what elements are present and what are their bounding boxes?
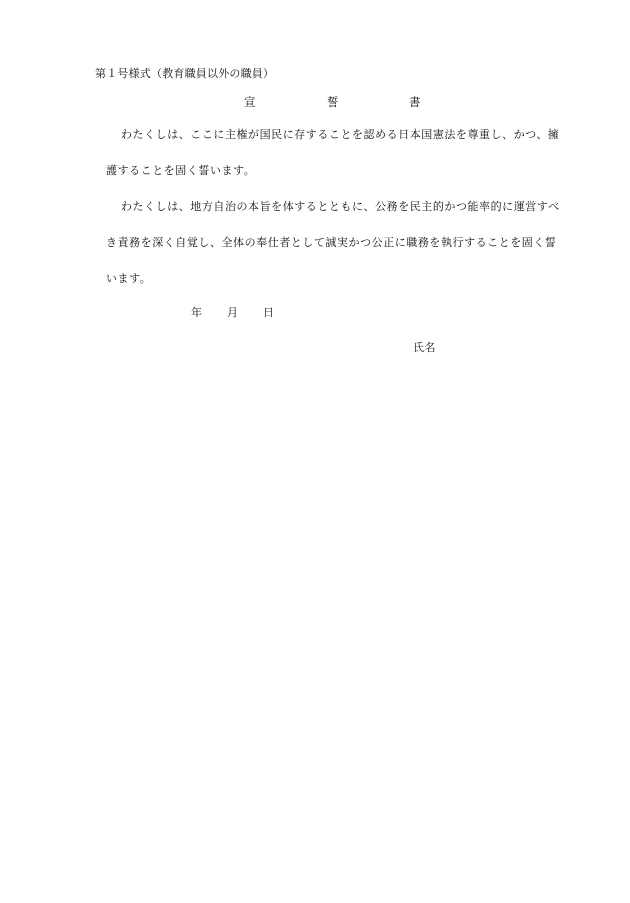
- oath-paragraph-constitution: [95, 117, 575, 189]
- date-month-label: 月: [227, 306, 238, 319]
- date-line: [0, 304, 630, 320]
- signature-name-label: 氏名: [413, 341, 436, 354]
- title-char-sho: 書: [409, 95, 421, 109]
- paragraph-line: 護することを固く誓います。: [106, 164, 256, 177]
- paragraph-line: わたくしは、地方自治の本旨を体するとともに、公務を民主的かつ能率的に運営すべ: [121, 200, 560, 213]
- date-day-label: 日: [263, 306, 274, 319]
- paragraph-line: います。: [106, 272, 152, 285]
- title-char-sei: 誓: [327, 95, 339, 109]
- oath-paragraph-duties: [95, 189, 575, 297]
- form-number-label: 第１号様式（教育職員以外の職員）: [95, 67, 275, 80]
- title-char-sen: 宣: [244, 95, 256, 109]
- paragraph-line: わたくしは、ここに主権が国民に存することを認める日本国憲法を尊重し、かつ、擁: [121, 128, 560, 141]
- paragraph-line: き責務を深く自覚し、全体の奉仕者として誠実かつ公正に職務を執行することを固く誓: [106, 236, 557, 249]
- date-year-label: 年: [191, 306, 202, 319]
- document-title: [0, 94, 630, 110]
